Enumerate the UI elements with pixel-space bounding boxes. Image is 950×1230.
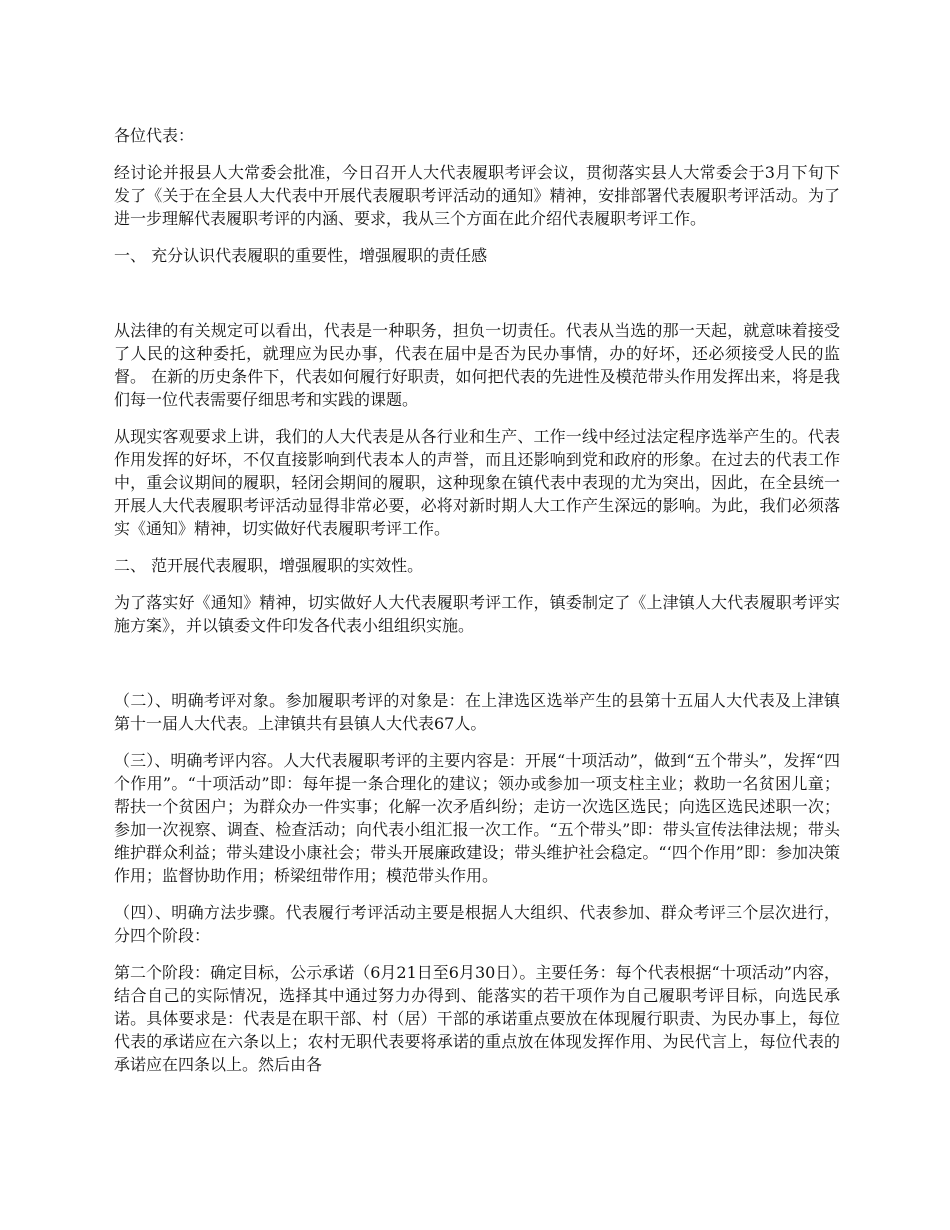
section-2-heading: 二、 范开展代表履职，增强履职的实效性。 (114, 556, 424, 575)
salutation: 各位代表： (114, 126, 195, 145)
document-body (114, 124, 840, 1090)
item-3-paragraph: （三）、明确考评内容。人大代表履职考评的主要内容是：开展“十项活动”，做到“五个带头”，发挥“四个作用”。“十项活动”即：每年提一条合理化的建议；领办或参加一项支柱主业；救助一名贫困儿童；帮扶一个贫困户；为群众办一件实事；化解一次矛盾纠纷；走访一次选区选民；向选区选民述职一次；参加一次视察、调查、检查活动；向代表小组汇报一次工作。“五个带头”即：带头宣传法律法规；带头维护群众利益；带头建设小康社会；带头开展廉政建设；带头维护社会稳定。“‘四个作用”即：参加决策作用；监督协助作用；桥梁纽带作用；模范带头作用。 (114, 751, 840, 885)
section-2-paragraph-1: 为了落实好《通知》精神，切实做好人大代表履职考评工作，镇委制定了《上津镇人大代表履职考评实施方案》，并以镇委文件印发各代表小组组织实施。 (114, 593, 840, 635)
section-1-paragraph-2: 从现实客观要求上讲，我们的人大代表是从各行业和生产、工作一线中经过法定程序选举产生的。代表作用发挥的好坏，不仅直接影响到代表本人的声誉，而且还影响到党和政府的形象。在过去的代表工作中，重会议期间的履职，轻闭会期间的履职，这种现象在镇代表中表现的尤为突出，因此，在全县统一开展人大代表履职考评活动显得非常必要，必将对新时期人大工作产生深远的影响。为此，我们必须落实《通知》精神，切实做好代表履职考评工作。 (114, 427, 840, 538)
intro-paragraph: 经讨论并报县人大常委会批准，今日召开人大代表履职考评会议，贯彻落实县人大常委会于3月下旬下发了《关于在全县人大代表中开展代表履职考评活动的通知》精神，安排部署代表履职考评活动。为了进一步理解代表履职考评的内涵、要求，我从三个方面在此介绍代表履职考评工作。 (114, 163, 840, 228)
item-4-paragraph: （四）、明确方法步骤。代表履行考评活动主要是根据人大组织、代表参加、群众考评三个层次进行，分四个阶段： (114, 903, 840, 945)
stage-2-paragraph: 第二个阶段：确定目标，公示承诺（6月21日至6月30日）。主要任务：每个代表根据“十项活动”内容，结合自己的实际情况，选择其中通过努力办得到、能落实的若干项作为自己履职考评目标，向选民承诺。具体要求是：代表是在职干部、村（居）干部的承诺重点要放在体现履行职责、为民办事上，每位代表的承诺应在六条以上；农村无职代表要将承诺的重点放在体现发挥作用、为民代言上，每位代表的承诺应在四条以上。然后由各 (114, 963, 840, 1074)
spacer (114, 281, 840, 319)
spacer (114, 651, 840, 689)
section-1-heading: 一、 充分认识代表履职的重要性，增强履职的责任感 (114, 246, 488, 265)
item-2-paragraph: （二）、明确考评对象。参加履职考评的对象是：在上津选区选举产生的县第十五届人大代表及上津镇第十一届人大代表。上津镇共有县镇人大代表67人。 (114, 691, 840, 733)
section-1-paragraph-1: 从法律的有关规定可以看出，代表是一种职务，担负一切责任。代表从当选的那一天起，就意味着接受了人民的这种委托，就理应为民办事，代表在届中是否为民办事情，办的好坏，还必须接受人民的监督。 在新的历史条件下，代表如何履行好职责，如何把代表的先进性及模范带头作用发挥出来，将是我们每一位代表需要仔细思考和实践的课题。 (114, 321, 840, 409)
